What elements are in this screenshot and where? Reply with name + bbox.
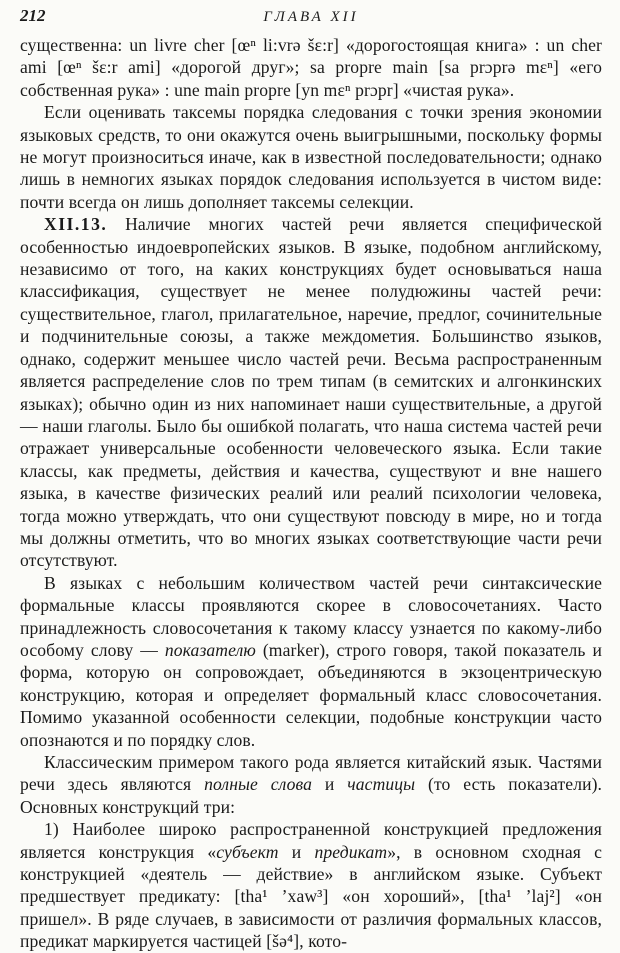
paragraph-2: Если оценивать таксемы порядка следования с точки зрения экономии языковых средств, то они окажутся очень выигрышными, поскольку формы не могут произноситься иначе, как в известной последовательности; однако лишь в немногих языках порядок следования используется в чистом виде: почти всегда он лишь дополняет таксемы селекции.: [20, 102, 602, 212]
paragraph-5-conj: и: [324, 774, 335, 795]
paragraph-5: [20, 751, 602, 818]
paragraph-5-part-b: (то есть показатели). Основных конструкций три:: [20, 774, 603, 817]
term-predicate: предикат: [314, 841, 388, 862]
chapter-title: ГЛАВА XII: [263, 9, 359, 25]
term-full-words: полные слова: [204, 774, 313, 795]
paragraph-6-part-a: 1) Наиболее широко распространенной конструкцией предложения является конструкция «: [20, 819, 602, 862]
section-number: XII.13.: [44, 214, 108, 235]
term-particles: частицы: [347, 774, 416, 795]
paragraph-1: существенна: un livre cher [œⁿ li:vrə šɛ:r] «дорогостоящая книга» : un cher ami [œⁿ šɛ:r ami] «дорогой друг»; sa propre main [sa prɔprə mɛⁿ] «его собственная рука» : une main propre [yn mɛⁿ prɔpr] «чистая рука».: [20, 35, 602, 100]
paragraph-6: [20, 818, 602, 952]
page-header: [20, 6, 602, 34]
term-marker: показателю: [164, 639, 256, 660]
paragraph-4: [20, 572, 602, 751]
paragraph-6-part-b: », в основном сходная с конструкцией «деятель — действие» в английском языке. Субъект предшествует предикату: [tha¹ ’xaw³] «он хороший», [tha¹ ’laj²] «он пришел». В ряде случаев, в зависимости от различия формальных классов, предикат маркируется частицей [šə⁴], кото-: [20, 841, 603, 952]
paragraph-3: [20, 213, 602, 572]
paragraph-4-part-a: В языках с небольшим количеством частей речи синтаксические формальные классы проявляются скорее в словосочетаниях. Часто принадлежность словосочетания к такому классу узнается по какому-либо особому слову —: [20, 572, 602, 660]
term-subject: субъект: [216, 841, 279, 862]
paragraph-4-part-b: (marker), строго говоря, такой показатель и форма, которую он сопровождает, объединяются в экзоцентрическую конструкцию, которая и определяет формальный класс словосочетания. Помимо указанной особенности селекции, подобные конструкции часто опознаются и по порядку слов.: [20, 639, 602, 750]
body-text: [20, 34, 602, 953]
paragraph-6-conj: и: [291, 841, 302, 862]
paragraph-5-part-a: Классическим примером такого рода является китайский язык. Частями речи здесь являются: [20, 752, 602, 795]
paragraph-3-text: Наличие многих частей речи является специфической особенностью индоевропейских языков. В языке, подобном английскому, независимо от того, на каких конструкциях будет основываться наша классификация, существует не менее полудюжины частей речи: существительное, глагол, прилагательное, наречие, предлог, сочинительные и подчинительные союзы, а также междометия. Большинство языков, однако, содержит меньшее число частей речи. Весьма распространенным является распределение слов по трем типам (в семитских и алгонкинских языках); обычно один из них напоминает наши существительные, а другой — наши глаголы. Было бы ошибкой полагать, что наша система частей речи отражает универсальные особенности человеческого языка. Если такие классы, как предметы, действия и качества, существуют и вне нашего языка, в качестве физических реалий или реалий психологии человека, тогда можно утверждать, что они существуют повсюду в мире, но и тогда мы должны отметить, что во многих языках соответствующие части речи отсутствуют.: [20, 214, 602, 571]
page-number: 212: [20, 6, 46, 25]
